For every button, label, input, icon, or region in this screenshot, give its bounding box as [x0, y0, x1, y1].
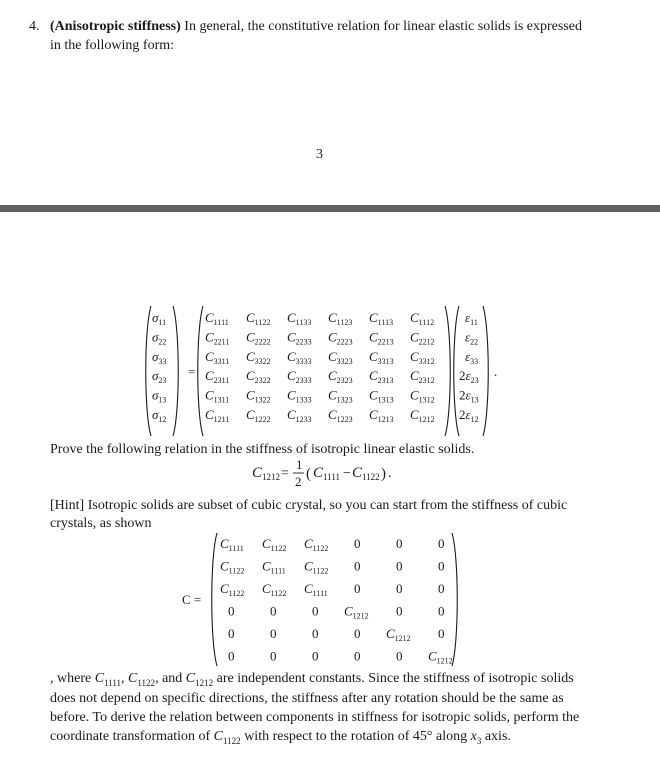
transform-component: C — [213, 729, 224, 744]
closing-line-1 — [50, 670, 574, 692]
cubic-entry: $C_{1122}$ — [220, 558, 245, 576]
hint-line-1: [Hint] Isotropic solids are subset of cubic crystal, so you can start from the stiffness of cubic — [50, 498, 568, 513]
cubic-zero: 0 — [438, 603, 445, 619]
relation-term-a-sub: 1111 — [323, 472, 341, 482]
intro-text: In general, the constitutive relation for linear elastic solids is expressed — [180, 19, 583, 34]
relation-term-b: C — [352, 465, 363, 481]
cubic-label: C = — [182, 592, 202, 607]
relation-minus: − — [343, 466, 351, 481]
stiffness-entry: $C_{3312}$ — [410, 348, 435, 366]
relation-lhs: C — [252, 465, 263, 481]
stress-component: $\sigma_{12}$ — [152, 407, 167, 424]
closing-text-4a: coordinate transformation of — [50, 729, 214, 744]
stiffness-entry: $C_{1311}$ — [205, 387, 230, 405]
cubic-zero: 0 — [396, 536, 403, 551]
stiffness-entry: $C_{2223}$ — [328, 329, 353, 347]
transform-component-sub: 1122 — [223, 735, 241, 746]
stiffness-entry: $C_{2322}$ — [246, 368, 271, 386]
cubic-zero: 0 — [312, 603, 319, 619]
stiffness-entry: $C_{1322}$ — [246, 387, 271, 405]
relation-close-paren: ) — [381, 466, 386, 482]
cubic-zero: 0 — [228, 626, 235, 641]
strain-right-paren — [483, 306, 488, 436]
relation-eq: = — [281, 466, 289, 481]
stiffness-right-paren — [445, 306, 450, 436]
cubic-entry: $C_{1111}$ — [304, 581, 328, 598]
strain-component: $2\varepsilon_{23}$ — [459, 368, 479, 386]
stress-right-paren — [173, 306, 178, 436]
cubic-entry: $C_{1212}$ — [386, 626, 411, 643]
stiffness-entry: $C_{3322}$ — [246, 348, 271, 366]
cubic-zero: 0 — [396, 648, 403, 664]
cubic-zero: 0 — [270, 603, 277, 619]
cubic-zero: 0 — [438, 536, 445, 551]
cubic-zero: 0 — [438, 626, 445, 641]
stress-vector — [146, 306, 179, 436]
cubic-zero: 0 — [354, 558, 361, 574]
problem-number: 4. — [29, 19, 40, 34]
cubic-entry: $C_{1111}$ — [262, 558, 286, 576]
stiffness-entry: $C_{1211}$ — [205, 407, 230, 424]
hint-line-2: crystals, as shown — [50, 516, 152, 531]
cubic-zero: 0 — [270, 626, 277, 641]
rotation-axis-sub: 3 — [476, 735, 482, 746]
stiffness-entry: $C_{1133}$ — [287, 310, 312, 327]
stress-component: $\sigma_{13}$ — [152, 387, 167, 405]
equals-sign: = — [188, 364, 196, 379]
cubic-zero: 0 — [312, 648, 319, 664]
relation-end: . — [388, 466, 392, 481]
const-c1212: C — [185, 671, 196, 686]
cubic-zero: 0 — [438, 581, 445, 596]
const-c1122: C — [128, 671, 138, 686]
cubic-zero: 0 — [396, 581, 403, 596]
stiffness-entry: $C_{1233}$ — [287, 407, 312, 424]
stiffness-entry: $C_{3323}$ — [328, 348, 353, 366]
stiffness-matrix — [198, 306, 451, 436]
problem-title: (Anisotropic stiffness) — [50, 19, 181, 34]
closing-line-3: before. To derive the relation between components in stiffness for isotropic solids, perform the — [50, 710, 580, 725]
stiffness-left-paren — [198, 306, 203, 436]
stress-component: $\sigma_{33}$ — [152, 348, 167, 366]
strain-component: $2\varepsilon_{12}$ — [459, 407, 479, 424]
stiffness-entry: $C_{1222}$ — [246, 407, 271, 424]
cubic-zero: 0 — [354, 581, 361, 596]
stiffness-entry: $C_{2312}$ — [410, 368, 435, 386]
strain-vector — [454, 306, 489, 436]
cubic-entry: $C_{1122}$ — [304, 558, 329, 576]
stiffness-entry: $C_{3311}$ — [205, 348, 230, 366]
rotation-axis: x — [470, 729, 477, 744]
cubic-entry: $C_{1122}$ — [220, 581, 245, 598]
stiffness-entry: $C_{3333}$ — [287, 348, 312, 366]
stiffness-entry: $C_{1122}$ — [246, 310, 271, 327]
strain-component: $2\varepsilon_{13}$ — [459, 387, 479, 405]
cubic-entry: $C_{1212}$ — [344, 603, 369, 621]
fraction-numerator: 1 — [296, 457, 303, 472]
closing-line-2: does not depend on specific directions, the stiffness after any rotation should be the same as — [50, 691, 564, 706]
cubic-zero: 0 — [396, 603, 403, 619]
cubic-zero: 0 — [396, 558, 403, 574]
cubic-zero: 0 — [312, 626, 319, 641]
const-c1111-sub: 1111 — [104, 677, 122, 688]
stiffness-entry: $C_{3313}$ — [369, 348, 394, 366]
cubic-entry: $C_{1122}$ — [262, 581, 287, 598]
prove-statement: Prove the following relation in the stiffness of isotropic linear elastic solids. — [50, 442, 475, 457]
const-c1212-sub: 1212 — [195, 677, 214, 688]
cubic-zero: 0 — [354, 536, 361, 551]
cubic-zero: 0 — [354, 648, 361, 664]
stiffness-entry: $C_{1123}$ — [328, 310, 353, 327]
stiffness-entry: $C_{1313}$ — [369, 387, 394, 405]
stiffness-entry: $C_{1223}$ — [328, 407, 353, 424]
closing-line-4 — [50, 728, 511, 750]
svg-text:C1212 — [252, 465, 280, 482]
stiffness-entry: $C_{2222}$ — [246, 329, 271, 347]
cubic-zero: 0 — [228, 603, 235, 619]
cubic-entry: $C_{1212}$ — [428, 648, 453, 666]
stiffness-entry: $C_{2233}$ — [287, 329, 312, 347]
stiffness-entry: $C_{2212}$ — [410, 329, 435, 347]
closing-where: , where — [50, 671, 95, 686]
const-c1122-sub: 1122 — [137, 677, 156, 688]
closing-text-4c: axis. — [481, 729, 511, 744]
svg-text:C1122 — [352, 465, 380, 482]
strain-component: $\varepsilon_{22}$ — [465, 329, 479, 347]
stiffness-entry: $C_{1333}$ — [287, 387, 312, 405]
stress-component: $\sigma_{22}$ — [152, 329, 167, 347]
cubic-stiffness — [0, 530, 660, 670]
constitutive-equation — [0, 300, 660, 440]
trailing-dot: . — [494, 364, 498, 379]
stress-component: $\sigma_{23}$ — [152, 368, 167, 386]
closing-text-1: are independent constants. Since the stiffness of isotropic solids — [213, 671, 574, 686]
stiffness-entry: $C_{1112}$ — [410, 310, 435, 327]
stiffness-entry: $C_{2213}$ — [369, 329, 394, 347]
strain-component: $\varepsilon_{11}$ — [465, 310, 478, 327]
cubic-entry: $C_{1111}$ — [220, 536, 244, 553]
stiffness-entry: $C_{2333}$ — [287, 368, 312, 386]
cubic-zero: 0 — [228, 648, 235, 664]
problem-intro-line-2: in the following form: — [50, 38, 175, 53]
stiffness-entry: $C_{1312}$ — [410, 387, 435, 405]
stiffness-entry: $C_{2323}$ — [328, 368, 353, 386]
strain-component: $\varepsilon_{33}$ — [465, 348, 479, 366]
page-separator — [0, 205, 660, 212]
closing-comma: , — [121, 671, 129, 686]
stiffness-entry: $C_{1323}$ — [328, 387, 353, 405]
relation-open-paren: ( — [306, 466, 311, 482]
relation-lhs-sub: 1212 — [262, 472, 281, 482]
cubic-entry: $C_{1122}$ — [262, 536, 287, 553]
stiffness-entry: $C_{1213}$ — [369, 407, 394, 424]
stiffness-entry: $C_{1111}$ — [205, 310, 229, 327]
relation-term-a: C — [313, 465, 324, 481]
closing-and: , and — [155, 671, 186, 686]
stiffness-entry: $C_{2313}$ — [369, 368, 394, 386]
stress-component: $\sigma_{11}$ — [152, 310, 167, 327]
closing-text-4b: with respect to the rotation of 45° along — [240, 729, 471, 744]
cubic-zero: 0 — [270, 648, 277, 664]
cubic-zero: 0 — [354, 626, 361, 641]
cubic-right-paren — [452, 533, 457, 666]
stiffness-entry: $C_{2311}$ — [205, 368, 230, 386]
page-number: 3 — [316, 147, 323, 162]
relation-equation — [0, 456, 660, 492]
stiffness-entry: $C_{1212}$ — [410, 407, 435, 424]
stiffness-entry: $C_{1113}$ — [369, 310, 394, 327]
cubic-zero: 0 — [438, 558, 445, 574]
relation-term-b-sub: 1122 — [362, 472, 380, 482]
stiffness-entry: $C_{2211}$ — [205, 329, 230, 347]
const-c1111: C — [94, 671, 105, 686]
svg-text:C1111 — [313, 465, 340, 482]
cubic-entry: $C_{1122}$ — [304, 536, 329, 553]
fraction-denominator: 2 — [295, 474, 302, 489]
cubic-left-paren — [212, 533, 217, 666]
stress-left-paren — [146, 306, 151, 436]
problem-intro-line-1 — [50, 18, 582, 36]
cubic-matrix — [212, 533, 458, 666]
